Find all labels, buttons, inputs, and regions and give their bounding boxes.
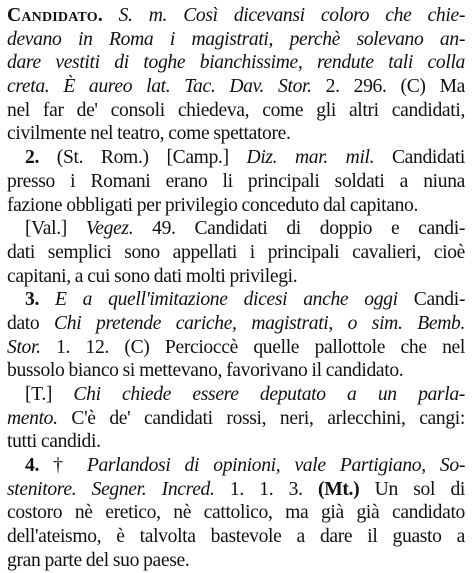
entry-line: [7, 525, 465, 549]
entry-line: [7, 51, 465, 75]
entry-line: [7, 28, 465, 52]
entry-line: [7, 383, 465, 407]
entry-text: 49. Candidati di doppio e candi-: [133, 218, 465, 240]
entry-text: 3.: [25, 289, 39, 311]
entry-text: 1. 1. 3.: [214, 478, 319, 500]
entry-text: Vegez.: [85, 218, 134, 240]
entry-text: gran parte del suo paese.: [7, 549, 190, 571]
entry-line: [7, 194, 465, 218]
entry-text: †: [39, 455, 87, 477]
entry-text: 2.: [25, 147, 39, 169]
entry-line: [7, 312, 465, 336]
entry-line: [7, 336, 465, 360]
entry-line: [7, 359, 465, 383]
entry-text: civilmente nel teatro, come spettatore.: [7, 123, 291, 145]
entry-text: Candidati: [374, 147, 465, 169]
entry-text: nel far de' consoli chiedeva, come gli altri candidati,: [7, 99, 465, 121]
entry-text: [T.]: [25, 384, 74, 405]
entry-text: C'è de' candidati rossi, neri, arlecchini, cangi:: [57, 407, 465, 429]
entry-text: dare vestiti di toghe bianchissime, rendute tali colla: [7, 52, 465, 74]
entry-line: [7, 99, 465, 123]
entry-line: [7, 217, 465, 241]
entry-line: [7, 75, 465, 99]
entry-line: [7, 146, 465, 170]
entry-text: dati semplici sono appellati i principali cavalieri, cioè: [7, 241, 465, 263]
entry-line: [7, 4, 465, 28]
entry-text: 1. 12. (C) Percioccè quelle pallottole che nel: [40, 336, 465, 358]
entry-line: [7, 265, 465, 289]
entry-line: [7, 501, 465, 525]
entry-line: [7, 407, 465, 431]
entry-text: [Val.]: [25, 218, 86, 240]
entry-line: [7, 454, 465, 478]
entry-text: presso i Romani erano li principali soldati a niuna: [7, 170, 465, 192]
entry-text: creta. È aureo lat. Tac. Dav. Stor.: [7, 76, 312, 98]
entry-line: [7, 122, 465, 146]
headword: Candidato: [7, 5, 98, 26]
entry-text: E a quell'imitazione dicesi anche oggi: [39, 289, 398, 311]
entry-text: S. m. Così dicevansi coloro che chie-: [118, 5, 465, 26]
entry-text: dato: [7, 312, 55, 334]
entry-text: (St. Rom.) [Camp.]: [39, 147, 247, 169]
entry-text: dell'ateismo, è talvolta bastevole a dare il guasto a: [7, 526, 465, 548]
entry-text: Chi chiede essere deputato a un parla-: [73, 384, 465, 405]
entry-text: mento.: [7, 407, 58, 429]
entry-line: [7, 430, 465, 454]
entry-text: bussolo bianco si mettevano, favorivano il candidato.: [7, 360, 404, 382]
entry-line: [7, 241, 465, 265]
entry-text: 4.: [25, 455, 39, 477]
entry-text: capitani, a cui sono dati molti privilegi.: [7, 265, 298, 287]
entry-text: Parlandosi di opinioni, vale Partigiano, So-: [86, 455, 465, 477]
entry-line: [7, 478, 465, 502]
entry-text: .: [97, 5, 119, 26]
entry-text: tutti candidi.: [7, 431, 101, 453]
entry-text: Candi-: [397, 289, 465, 311]
entry-line: [7, 170, 465, 194]
entry-line: [7, 549, 465, 573]
entry-text: (Mt.): [318, 478, 360, 500]
entry-text: costoro nè eretico, nè cattolico, ma già già candidato: [7, 502, 465, 524]
entry-text: Chi pretende cariche, magistrati, o sim. Bemb.: [54, 312, 465, 334]
entry-text: Diz. mar. mil.: [246, 147, 375, 169]
entry-text: Stor.: [7, 336, 41, 358]
entry-text: stenitore. Segner. Incred.: [7, 478, 215, 500]
entry-text: Un sol di: [359, 478, 465, 500]
entry-line: [7, 288, 465, 312]
entry-text: devano in Roma i magistrati, perchè solevano an-: [7, 28, 465, 50]
entry-text: fazione obbligati per privilegio conceduto dal capitano.: [7, 194, 419, 216]
entry-text: 2. 296. (C) Ma: [311, 76, 465, 98]
